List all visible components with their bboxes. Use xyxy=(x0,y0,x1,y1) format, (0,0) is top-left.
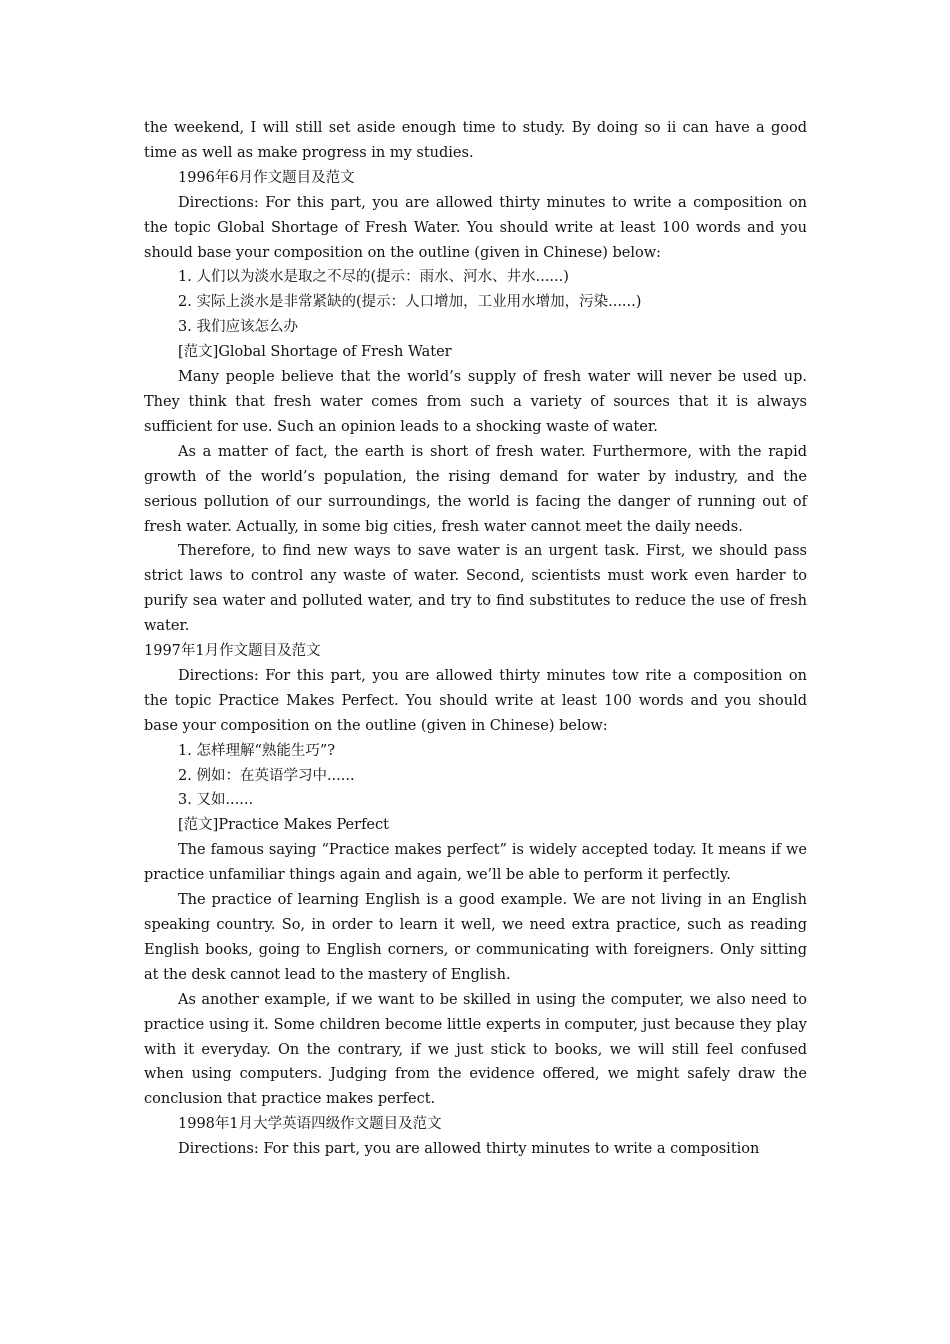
outline-item: 2. 例如：在英语学习中...... xyxy=(178,767,355,784)
essay-title: [范文]Practice Makes Perfect xyxy=(178,817,389,834)
outline-item: 3. 我们应该怎么办 xyxy=(178,319,298,336)
outline-item: 1. 怎样理解“熟能生巧”? xyxy=(178,742,336,759)
essay-paragraph: Many people believe that the world’s supply of fresh water will never be used up. They think that fresh water comes from such a variety of sources that it is always sufficient for use. Such an opinion leads to a shocking waste of water. xyxy=(144,369,807,435)
paragraph-continuation: the weekend, I will still set aside enough time to study. By doing so ii can have a good time as well as make progress in my studies. xyxy=(144,120,807,161)
essay-paragraph: As a matter of fact, the earth is short of fresh water. Furthermore, with the rapid growth of the world’s population, the rising demand for water by industry, and the serious pollution of our surroundings, the world is facing the danger of running out of fresh water. Actually, in some big cities, fresh water cannot meet the daily needs. xyxy=(144,443,807,535)
outline-item: 1. 人们以为淡水是取之不尽的(提示：雨水、河水、井水......) xyxy=(178,269,569,286)
section-heading-1996: 1996年6月作文题目及范文 xyxy=(178,169,355,186)
essay-title: [范文]Global Shortage of Fresh Water xyxy=(178,344,452,361)
directions-paragraph: Directions: For this part, you are allowed thirty minutes to write a composition on the topic Global Shortage of Fresh Water. You should write at least 100 words and you should base your composition on the outline (given in Chinese) below: xyxy=(144,194,807,261)
directions-paragraph: Directions: For this part, you are allowed thirty minutes tow rite a composition on the topic Practice Makes Perfect. You should write at least 100 words and you should base your composition on the outline (given in Chinese) below: xyxy=(144,667,807,734)
section-heading-1997: 1997年1月作文题目及范文 xyxy=(144,643,321,660)
outline-item: 3. 又如...... xyxy=(178,792,254,809)
essay-paragraph: The famous saying “Practice makes perfect” is widely accepted today. It means if we practice unfamiliar things again and again, we’ll be able to perform it perfectly. xyxy=(144,842,807,884)
essay-paragraph: As another example, if we want to be skilled in using the computer, we also need to practice using it. Some children become little experts in computer, just because they play with it everyday. On the contrary, if we just stick to books, we will still feel confused when using computers. Judging from the evidence offered, we might safely draw the conclusion that practice makes perfect. xyxy=(144,991,807,1108)
directions-paragraph: Directions: For this part, you are allowed thirty minutes to write a composition xyxy=(178,1141,760,1158)
outline-item: 2. 实际上淡水是非常紧缺的(提示：人口增加，工业用水增加，污染......) xyxy=(178,294,642,311)
essay-paragraph: Therefore, to find new ways to save water is an urgent task. First, we should pass strict laws to control any waste of water. Second, scientists must work even harder to purify sea water and polluted water, and try to find substitutes to reduce the use of fresh water. xyxy=(144,543,807,635)
document-page xyxy=(144,116,807,1162)
essay-paragraph: The practice of learning English is a good example. We are not living in an English speaking country. So, in order to learn it well, we need extra practice, such as reading English books, going to English corners, or communicating with foreigners. Only sitting at the desk cannot lead to the mastery of English. xyxy=(144,892,807,983)
section-heading-1998: 1998年1月大学英语四级作文题目及范文 xyxy=(178,1116,442,1133)
